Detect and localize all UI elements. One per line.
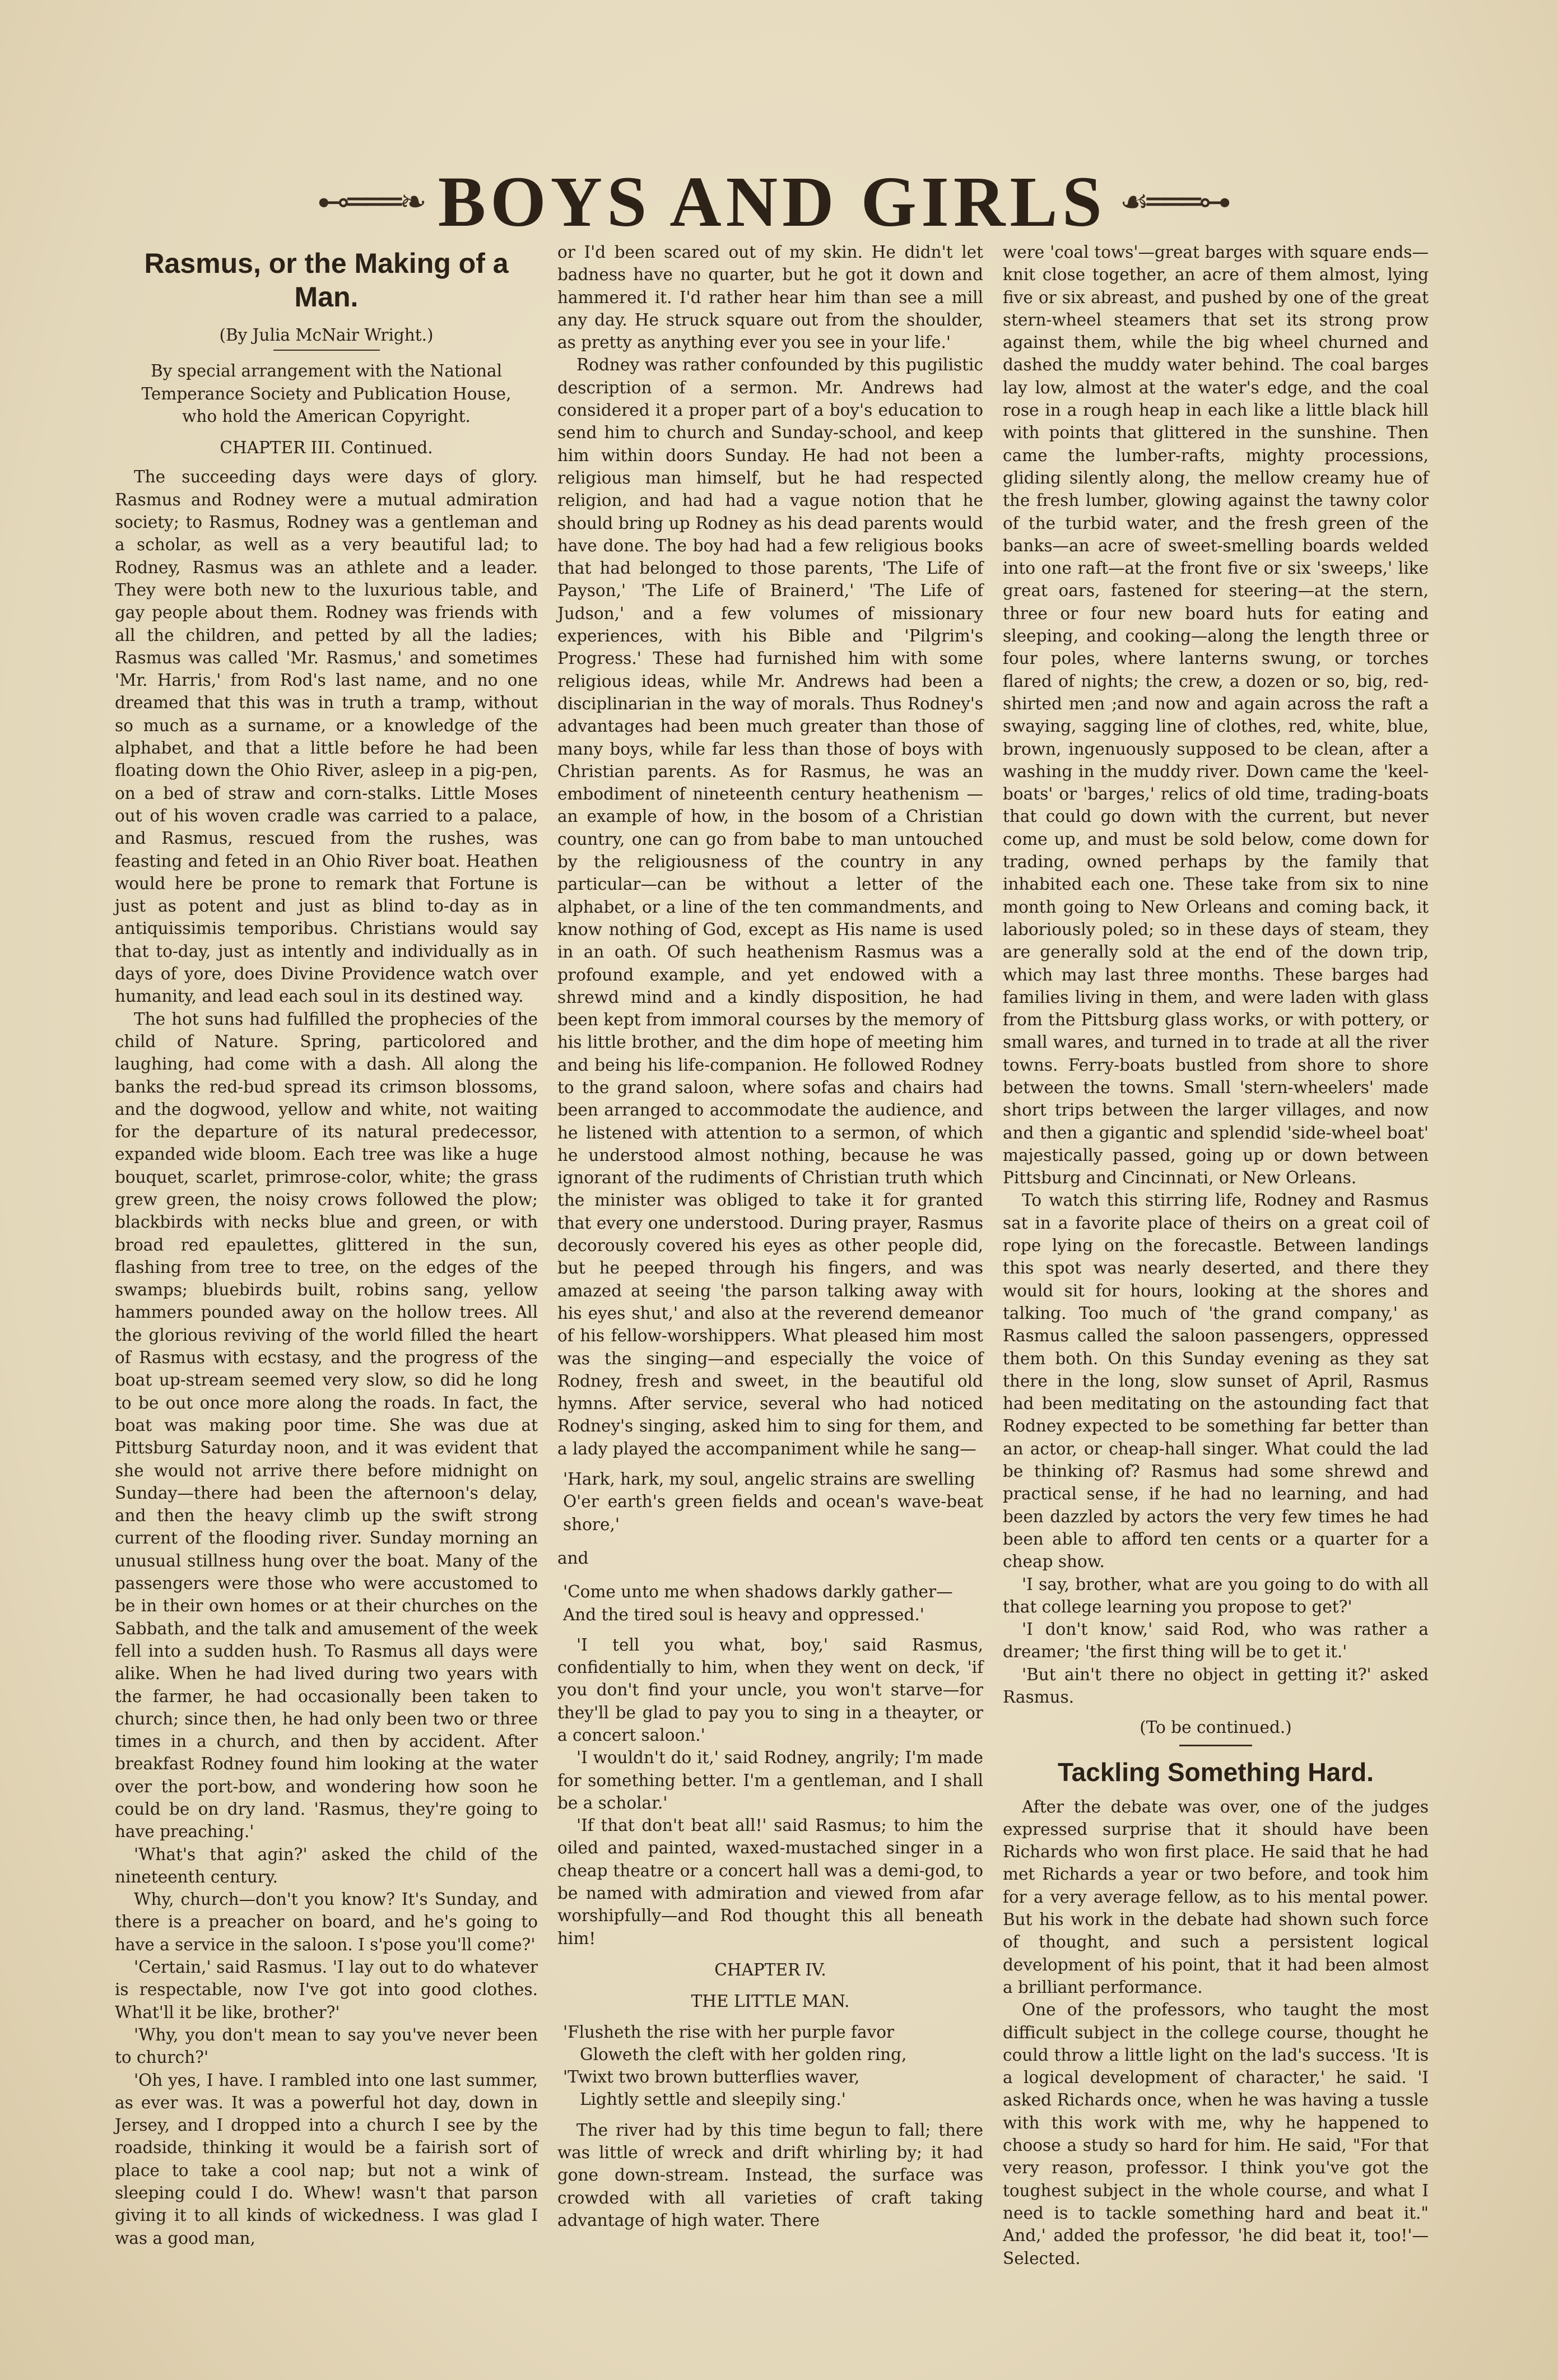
paragraph: One of the professors, who taught the most difficult subject in the college course, thought he could throw a little light on the lad's success. 'It is a logical development of character,' he said. 'I asked Richards once, when he was having a tussle with this work with me, why he happened to choose a study so hard for him. He said, "For that very reason, professor. I think you've got the toughest subject in the whole course, and what I need is to tackle something hard and beat it." And,' added the professor, 'he did beat it, too!'—Selected. (1003, 2000, 1429, 2268)
paragraph: The hot suns had fulfilled the prophecies of the child of Nature. Spring, particolored and laughing, had come with a dash. All along the banks the red-bud spread its crimson blossoms, and the dogwood, yellow and white, not waiting for the departure of its natural predecessor, expanded wide bloom. Each tree was like a huge bouquet, scarlet, primrose-color, white; the grass grew green, the noisy crows followed the plow; blackbirds with necks blue and green, or with broad red epaulettes, glittered in the sun, flashing from tree to tree, on the edges of the swamps; bluebirds built, robins sang, yellow hammers pounded away on the hollow trees. All the glorious reviving of the world filled the heart of Rasmus with ecstasy, and the progress of the boat up-stream seemed very slow, so did he long to be out once more along the roads. In fact, the boat was making poor time. She was due at Pittsburg Saturday noon, and it was evident that she would not arrive there before midnight on Sunday—there had been the afternoon's delay, and then the heavy climb up the swift strong current of the flooding river. Sunday morning an unusual stillness hung over the boat. Many of the passengers were those who were accustomed to be in their own homes or at their churches on the Sabbath, and the talk and amusement of the week fell into a sudden hush. To Rasmus all days were alike. When he had lived during two years with the farmer, he had occasionally been taken to church; since then, he had only been two or three times in a church, and then by accident. After breakfast Rodney found him looking at the water over the port-bow, and wondering how soon he could be on dry land. 'Rasmus, they're going to have preaching.' (115, 1009, 538, 1842)
verse-line: O'er earth's green fields and ocean's wave-beat shore,' (563, 1492, 983, 1534)
paragraph: 'I say, brother, what are you going to do with all that college learning you propose to get?' (1003, 1574, 1429, 1616)
paragraph: 'Oh yes, I have. I rambled into one last summer, as ever was. It was a powerful hot day, down in Jersey, and I dropped into a church I see by the roadside, thinking it would be a fairish sort of place to take a cool nap; but not a wink of sleeping could I do. Whew! wasn't that parson giving it to all kinds of wickedness. I was glad I was a good man, (115, 2070, 538, 2248)
to-be-continued: (To be continued.) (1140, 1718, 1292, 1737)
copyright-note: By special arrangement with the National Temperance Society and Publication House, who hold the American Copyright. (141, 361, 511, 426)
margin-mark (67, 902, 84, 936)
paragraph: or I'd been scared out of my skin. He didn't let badness have no quarter, but he got it down and hammered it. I'd rather hear him than see a mill any day. He struck square out from the shoulder, as pretty as anything ever you see in your life.' (557, 243, 983, 352)
hymn-verse (557, 1468, 983, 1536)
paragraph: 'If that don't beat all!' said Rasmus; to him the oiled and painted, waxed-mustached singer in a cheap theatre or a concert hall was a demi-god, to be named with admiration and viewed from afar worshipfully—and Rod thought this all beneath him! (557, 1816, 983, 1948)
paragraph: After the debate was over, one of the judges expressed surprise that it should have been Richards who won first place. He said that he had met Richards a year or two before, and took him for a very average fellow, as to his mental power. But his work in the debate had shown such force of thought, and such a persistent logical development of his point, that it had been almost a brilliant performance. (1003, 1797, 1429, 1997)
byline: (By Julia McNair Wright.) (219, 326, 434, 345)
paragraph: To watch this stirring life, Rodney and Rasmus sat in a favorite place of theirs on a great coil of rope lying on the forecastle. Between landings this spot was nearly deserted, and there they would sit for hours, looking at the shores and talking. Too much of 'the grand company,' as Rasmus called the saloon passengers, oppressed them both. On this Sunday evening as they sat there in the long, slow sunset of April, Rasmus had been meditating on the astounding fact that Rodney expected to be something far better than an actor, or cheap-hall singer. What could the lad be thinking of? Rasmus had some shrewd and practical sense, if he had no learning, and had been dazzled by actors the very few times he had been able to afford ten cents or a quarter for a cheap show. (1003, 1191, 1429, 1572)
paragraph: 'But ain't there no object in getting it?' asked Rasmus. (1003, 1665, 1429, 1707)
column-3 (1003, 241, 1429, 2270)
paragraph: Why, church—don't you know? It's Sunday, and there is a preacher on board, and he's going to have a service in the saloon. I s'pose you'll come?' (115, 1890, 538, 1954)
paragraph: 'I tell you what, boy,' said Rasmus, confidentially to him, when they went on deck, 'if you don't find your uncle, you won't starve—for they'll be glad to pay you to sing in a theayter, or a concert saloon.' (557, 1635, 983, 1745)
column-2 (557, 241, 983, 2232)
column-1 (115, 241, 538, 2249)
verse-line: 'Come unto me when shadows darkly gather— (563, 1582, 953, 1602)
right-ornament-icon: ☙═══⊶ (1119, 183, 1229, 221)
chapter-title: THE LITTLE MAN. (691, 1992, 850, 2011)
paragraph: The river had by this time begun to fall; there was little of wreck and drift whirling by; it had gone down-stream. Instead, the surface was crowded with all varieties of craft taking advantage of high water. There (557, 2120, 983, 2230)
paragraph: 'What's that agin?' asked the child of the nineteenth century. (115, 1844, 538, 1886)
poem-line: 'Twixt two brown butterflies waver, (563, 2067, 860, 2087)
poem-line: Gloweth the cleft with her golden ring, (580, 2044, 907, 2064)
poem-line: Lightly settle and sleepily sing.' (580, 2090, 846, 2109)
paragraph: 'Why, you don't mean to say you've never been to church?' (115, 2025, 538, 2067)
hymn-verse (557, 1581, 983, 1626)
paragraph: 'Certain,' said Rasmus. 'I lay out to do whatever is respectable, now I've got into good clothes. What'll it be like, brother?' (115, 1958, 538, 2022)
poem (557, 2021, 983, 2111)
left-ornament-icon: ⊷═══❧ (317, 183, 425, 221)
paragraph: 'I wouldn't do it,' said Rodney, angrily; I'm made for something better. I'm a gentleman, and I shall be a scholar.' (557, 1748, 983, 1812)
poem-line: 'Flusheth the rise with her purple favor (563, 2022, 895, 2042)
section-masthead (241, 162, 1305, 241)
verse-line: 'Hark, hark, my soul, angelic strains are swelling (563, 1470, 975, 1489)
paragraph: Rodney was rather confounded by this pugilistic description of a sermon. Mr. Andrews had considered it a proper part of a boy's education to send him to church and Sunday-school, and keep him within doors Sunday. He had not been a religious man himself, but he had respected religion, and had had a vague notion that he should bring up Rodney as his dead parents would have done. The boy had had a few religious books that had belonged to those parents, 'The Life of Payson,' 'The Life of Brainerd,' 'The Life of Judson,' and a few volumes of missionary experiences, with his Bible and 'Pilgrim's Progress.' These had furnished him with some religious ideas, while Mr. Andrews had been a disciplinarian in the way of morals. Thus Rodney's advantages had been much greater than those of many boys, while far less than those of boys with Christian parents. As for Rasmus, he was an embodiment of nineteenth century heathenism —an example of how, in the bosom of a Christian country, one can go from babe to man untouched by the religiousness of the country in any particular—can be without a letter of the alphabet, or a line of the ten commandments, and know nothing of God, except as His name is used in an oath. Of such heathenism Rasmus was a profound example, and yet endowed with a shrewd mind and a kindly disposition, he had been kept from immoral courses by the memory of his little brother, and the dim hope of meeting him and being his life-companion. He followed Rodney to the grand saloon, where sofas and chairs had been arranged to accommodate the audience, and he listened with attention to a sermon, of which he understood almost nothing, because he was ignorant of the rudiments of Christian truth which the minister was obliged to take it for granted that every one understood. During prayer, Rasmus decorously covered his eyes as other people did, but he peeped through his fingers, and was amazed at seeing 'the parson talking away with his eyes shut,' and also at the reverend demeanor of his fellow-worshippers. What pleased him most was the singing—and especially the voice of Rodney, fresh and sweet, in the beautiful old hymns. After service, several who had noticed Rodney's singing, asked him to sing for them, and a lady played the accompaniment while he sang— (557, 355, 983, 1458)
paragraph: 'I don't know,' said Rod, who was rather a dreamer; 'the first thing will be to get it.' (1003, 1620, 1429, 1662)
paragraph: The succeeding days were days of glory. Rasmus and Rodney were a mutual admiration society; to Rasmus, Rodney was a gentleman and a scholar, as well as a very beautiful lad; to Rodney, Rasmus was an athlete and a leader. They were both new to the luxurious table, and gay people about them. Rodney was friends with all the children, and petted by all the ladies; Rasmus was called 'Mr. Rasmus,' and sometimes 'Mr. Harris,' from Rod's last name, and no one dreamed that this was in truth a tramp, without so much as a surname, or a knowledge of the alphabet, and that a little before he had been floating down the Ohio River, asleep in a pig-pen, on a bed of straw and corn-stalks. Little Moses out of his woven cradle was carried to a palace, and Rasmus, rescued from the rushes, was feasting and feted in an Ohio River boat. Heathen would here be prone to remark that Fortune is just as potent and just as blind to-day as in antiquissimis temporibus. Christians would say that to-day, just as intently and individually as in days of yore, does Divine Providence watch over humanity, and lead each soul in its destined way. (115, 467, 538, 1006)
chapter-heading: CHAPTER IV. (714, 1960, 826, 1979)
verse-line: And the tired soul is heavy and oppressed.' (563, 1605, 924, 1624)
divider (273, 350, 380, 351)
paragraph: were 'coal tows'—great barges with square ends—knit close together, an acre of them almost, lying five or six abreast, and pushed by one of the great stern-wheel steamers that set its strong prow against them, while the big wheel churned and dashed the muddy water behind. The coal barges lay low, almost at the water's edge, and the coal rose in a rough heap in each like a little black hill with points that glittered in the sunshine. Then came the lumber-rafts, mighty processions, gliding silently along, the mellow creamy hue of the fresh lumber, glowing against the tawny color of the turbid water, and the fresh green of the banks—an acre of sweet-smelling boards welded into one raft—at the front five or six 'sweeps,' like great oars, fastened for steering—at the stern, three or four new board huts for eating and sleeping, and cooking—along the length three or four poles, where lanterns swung, or torches flared of nights; the crew, a dozen or so, big, red-shirted men ;and now and again across the raft a swaying, sagging line of clothes, red, white, blue, brown, ingenuously supposed to be clean, after a washing in the muddy river. Down came the 'keel-boats' or 'barges,' relics of old time, trading-boats that could go down with the current, but never come up, and must be sold below, come down for trading, owned perhaps by the family that inhabited each one. These take from six to nine month going to New Orleans and coming back, it laboriously poled; so in these days of steam, they are generally sold at the end of the down trip, which may last three months. These barges had families living in them, and were laden with glass from the Pittsburg glass works, or with pottery, or small wares, and turned in to trade at all the river towns. Ferry-boats bustled from shore to shore between the towns. Small 'stern-wheelers' made short trips between the larger villages, and now and then a gigantic and splendid 'side-wheel boat' majestically passed, going up or down between Pittsburg and Cincinnati, or New Orleans. (1003, 243, 1429, 1188)
story-title: Rasmus, or the Making of a Man. (144, 248, 509, 313)
story-title: Tackling Something Hard. (1058, 1757, 1374, 1787)
divider (1179, 1745, 1252, 1746)
conjunction-line: and (557, 1548, 589, 1568)
chapter-heading: CHAPTER III. Continued. (220, 438, 433, 458)
section-title: BOYS AND GIRLS (438, 161, 1106, 241)
